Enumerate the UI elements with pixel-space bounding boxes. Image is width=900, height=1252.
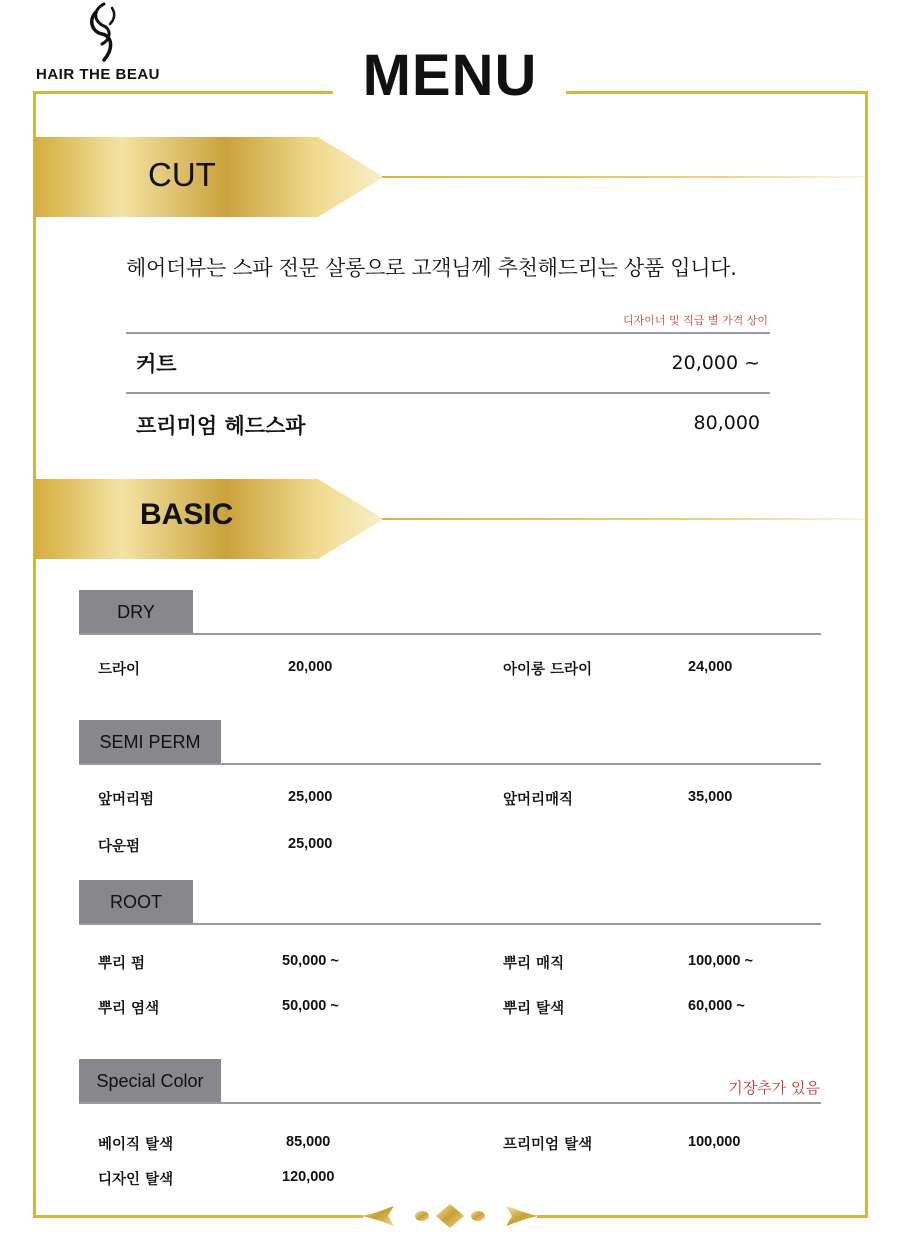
list-item-name: 뿌리 염색: [98, 1001, 160, 1017]
ornament-icon: [360, 1202, 540, 1230]
intro-text: 헤어더뷰는 스파 전문 살롱으로 고객님께 추천해드리는 상품 입니다.: [126, 256, 737, 280]
frame-left: [33, 91, 36, 1218]
cut-item-price: 20,000 ~: [671, 352, 760, 374]
cut-item-price: 80,000: [693, 412, 760, 434]
root-tab: ROOT: [79, 880, 193, 924]
list-item-price: 60,000 ~: [688, 998, 745, 1014]
list-item-price: 25,000: [288, 789, 333, 805]
cut-divider-mid: [126, 392, 770, 394]
frame-top-right: [566, 91, 868, 94]
list-item-name: 프리미엄 탈색: [503, 1137, 593, 1153]
root-divider: [79, 923, 821, 925]
cut-divider-top: [126, 332, 770, 334]
list-item-name: 베이직 탈색: [98, 1137, 174, 1153]
special-color-divider: [79, 1102, 821, 1104]
brand-logo-icon: [82, 2, 126, 64]
page-title: MENU: [362, 43, 538, 108]
list-item-name: 디자인 탈색: [98, 1172, 174, 1188]
list-item-price: 100,000 ~: [688, 953, 753, 969]
basic-banner-line: [382, 518, 866, 520]
semi-perm-divider: [79, 763, 821, 765]
list-item-price: 120,000: [282, 1169, 335, 1185]
length-surcharge-note: 기장추가 있음: [728, 1079, 820, 1097]
cut-item-name: 커트: [136, 352, 177, 376]
list-item-name: 아이롱 드라이: [503, 662, 593, 678]
list-item-price: 50,000 ~: [282, 953, 339, 969]
list-item-name: 다운펌: [98, 839, 141, 855]
list-item-price: 100,000: [688, 1134, 741, 1150]
cut-banner-line: [382, 176, 866, 178]
brand-name: HAIR THE BEAU: [36, 66, 161, 83]
dry-tab: DRY: [79, 590, 193, 634]
list-item-price: 24,000: [688, 659, 733, 675]
frame-top-left: [33, 91, 333, 94]
list-item-price: 20,000: [288, 659, 333, 675]
frame-bottom-right: [537, 1215, 868, 1218]
cut-item-name: 프리미엄 헤드스파: [136, 414, 306, 438]
list-item-price: 50,000 ~: [282, 998, 339, 1014]
dry-divider: [79, 633, 821, 635]
list-item-name: 드라이: [98, 662, 141, 678]
list-item-price: 35,000: [688, 789, 733, 805]
list-item-name: 앞머리펌: [98, 792, 155, 808]
list-item-name: 뿌리 탈색: [503, 1001, 565, 1017]
special-color-tab: Special Color: [79, 1059, 221, 1103]
list-item-name: 뿌리 펌: [98, 956, 146, 972]
cut-heading: CUT: [148, 156, 216, 193]
price-note: 디자이너 및 직급 별 가격 상이: [623, 314, 768, 327]
basic-heading: BASIC: [140, 498, 234, 531]
frame-bottom-left: [33, 1215, 363, 1218]
list-item-name: 앞머리매직: [503, 792, 574, 808]
semi-perm-tab: SEMI PERM: [79, 720, 221, 764]
list-item-price: 85,000: [286, 1134, 331, 1150]
list-item-name: 뿌리 매직: [503, 956, 565, 972]
list-item-price: 25,000: [288, 836, 333, 852]
frame-right: [865, 91, 868, 1218]
